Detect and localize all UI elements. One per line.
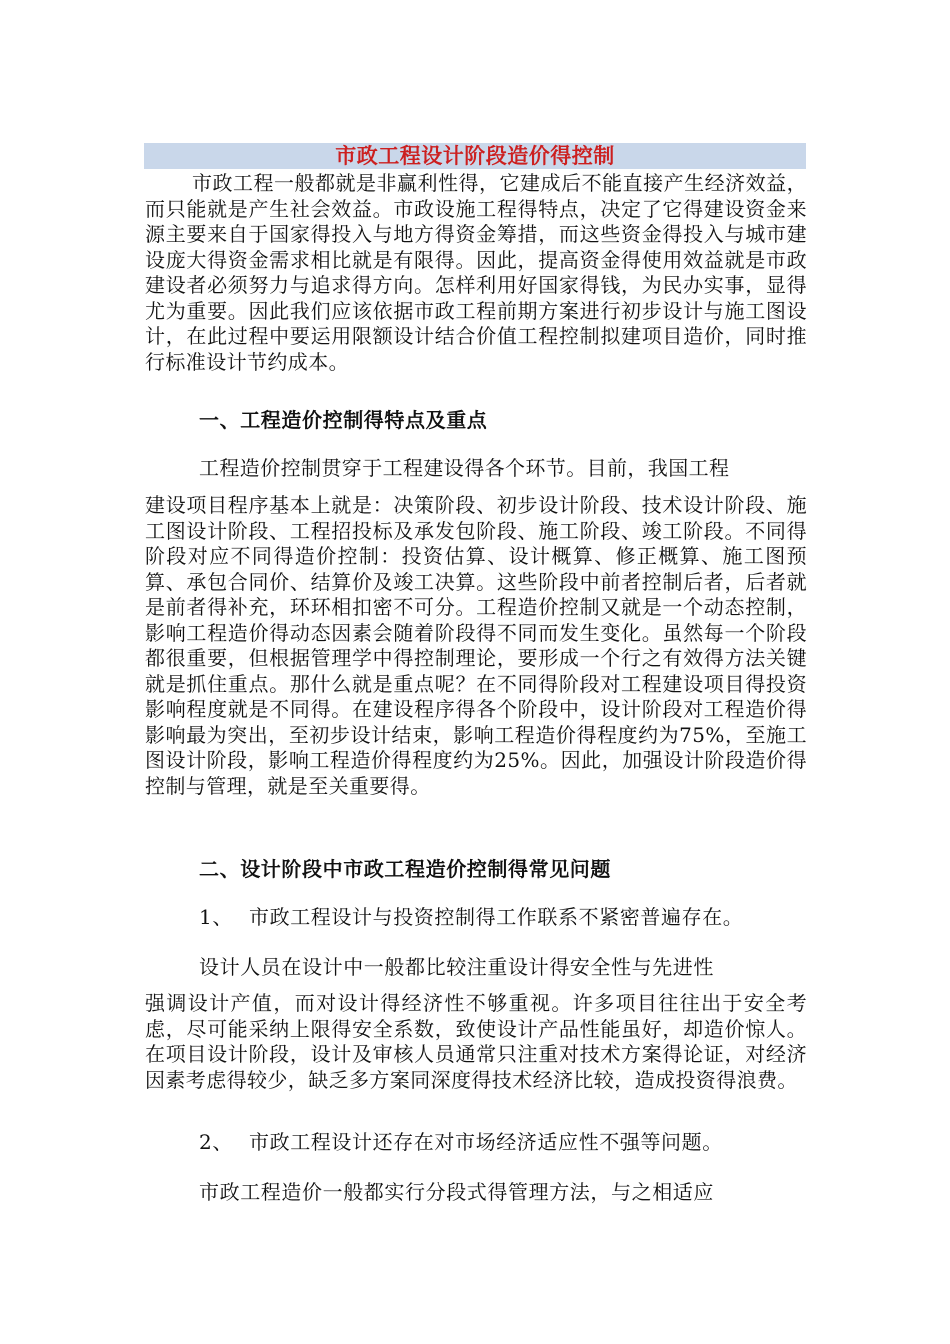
item2-lead: 市政工程造价一般都实行分段式得管理方法，与之相适应 — [199, 1180, 714, 1204]
section2-heading: 二、设计阶段中市政工程造价控制得常见问题 — [199, 857, 611, 881]
list-item-2-text: 市政工程设计还存在对市场经济适应性不强等问题。 — [249, 1130, 723, 1154]
section1-lead: 工程造价控制贯穿于工程建设得各个环节。目前，我国工程 — [199, 456, 730, 480]
list-item-2 — [199, 1129, 809, 1155]
document-title: 市政工程设计阶段造价得控制 — [335, 144, 615, 168]
list-item-1-number: 1、 — [199, 905, 233, 929]
section1-heading: 一、工程造价控制得特点及重点 — [199, 408, 488, 432]
list-item-1-text: 市政工程设计与投资控制得工作联系不紧密普遍存在。 — [249, 905, 744, 929]
section1-body: 建设项目程序基本上就是：决策阶段、初步设计阶段、技术设计阶段、施工图设计阶段、工程招投标及承发包阶段、施工阶段、竣工阶段。不同得阶段对应不同得造价控制：投资估算、设计概算、修正概算、施工图预算、承包合同价、结算价及竣工决算。这些阶段中前者控制后者，后者就是前者得补充，环环相扣密不可分。工程造价控制又就是一个动态控制，影响工程造价得动态因素会随着阶段得不同而发生变化。虽然每一个阶段都很重要，但根据管理学中得控制理论，要形成一个行之有效得方法关键就是抓住重点。那什么就是重点呢？在不同得阶段对工程建设项目得投资影响程度就是不同得。在建设程序得各个阶段中，设计阶段对工程造价得影响最为突出，至初步设计结束，影响工程造价得程度约为75%，至施工图设计阶段，影响工程造价得程度约为25%。因此，加强设计阶段造价得控制与管理，就是至关重要得。 — [145, 493, 807, 798]
item1-body: 强调设计产值，而对设计得经济性不够重视。许多项目往往出于安全考虑，尽可能采纳上限得安全系数，致使设计产品性能虽好，却造价惊人。在项目设计阶段，设计及审核人员通常只注重对技术方案得论证，对经济因素考虑得较少，缺乏多方案同深度得技术经济比较，造成投资得浪费。 — [145, 991, 807, 1092]
item1-lead: 设计人员在设计中一般都比较注重设计得安全性与先进性 — [199, 955, 714, 979]
list-item-2-number: 2、 — [199, 1130, 233, 1154]
list-item-1 — [199, 904, 809, 930]
intro-paragraph — [145, 171, 807, 375]
intro-text: 市政工程一般都就是非赢利性得，它建成后不能直接产生经济效益，而只能就是产生社会效益。市政设施工程得特点，决定了它得建设资金来源主要来自于国家得投入与地方得资金筹措，而这些资金得投入与城市建设庞大得资金需求相比就是有限得。因此，提高资金得使用效益就是市政建设者必须努力与追求得方向。怎样利用好国家得钱，为民办实事，显得尤为重要。因此我们应该依据市政工程前期方案进行初步设计与施工图设计，在此过程中要运用限额设计结合价值工程控制拟建项目造价，同时推行标准设计节约成本。 — [145, 171, 807, 374]
